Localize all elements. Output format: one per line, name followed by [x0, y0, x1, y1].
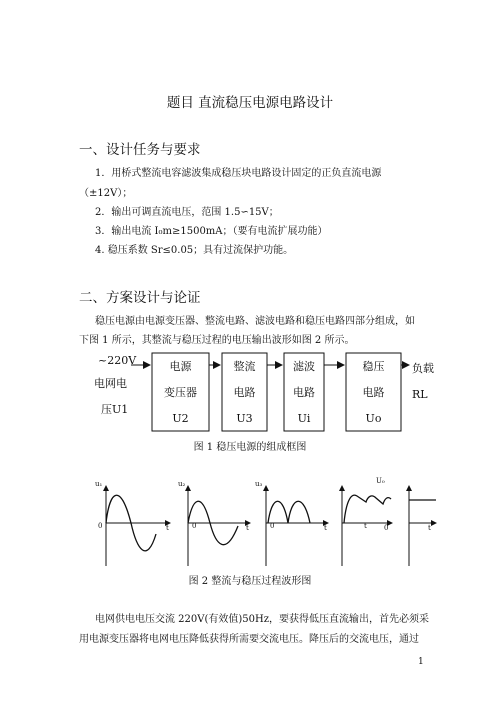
waveform-u2: [178, 480, 250, 566]
svg-text:0: 0: [270, 522, 275, 530]
svg-text:0: 0: [384, 524, 389, 532]
svg-text:t: t: [246, 524, 249, 532]
waveform-uo-filtered: [342, 477, 392, 566]
svg-text:变压器: 变压器: [164, 386, 197, 399]
input-label-1: ~220V: [98, 354, 137, 367]
requirement-3: 3．输出电流 I₀m≥1500mA；（要有电流扩展功能）: [95, 226, 328, 237]
svg-text:t: t: [428, 524, 431, 532]
requirement-2: 2．输出可调直流电压，范围 1.5∽15V；: [95, 207, 279, 218]
requirement-1: 1．用桥式整流电容滤波集成稳压块电路设计固定的正负直流电源: [95, 168, 382, 179]
svg-text:u₃: u₃: [255, 480, 263, 488]
block-transformer: [152, 353, 209, 431]
block-rectifier: [222, 353, 267, 431]
section1-heading: 一、设计任务与要求: [79, 142, 201, 158]
svg-text:整流: 整流: [233, 360, 256, 373]
svg-text:U₀: U₀: [376, 477, 385, 485]
para2-line2: 用电源变压器将电网电压降低获得所需要交流电压。降压后的交流电压，通过: [79, 634, 419, 645]
input-label-3: 压U1: [101, 403, 129, 416]
svg-text:电路: 电路: [233, 386, 256, 399]
page-title: 题目 直流稳压电源电路设计: [166, 95, 334, 111]
svg-text:Uo: Uo: [365, 412, 382, 425]
requirement-1-cont: （±12V）；: [79, 188, 133, 199]
svg-text:t: t: [324, 524, 327, 532]
output-label-1: 负载: [412, 362, 434, 375]
requirement-4: 4. 稳压系数 Sr≤0.05；具有过流保护功能。: [95, 245, 294, 256]
svg-text:稳压: 稳压: [362, 360, 385, 373]
svg-text:0: 0: [192, 522, 197, 530]
svg-text:U3: U3: [236, 412, 253, 425]
svg-text:t: t: [364, 522, 367, 530]
para2-line1: 电网供电电压交流 220V(有效值)50Hz，要获得低压直流输出，首先必须采: [95, 614, 430, 625]
svg-text:电路: 电路: [362, 386, 385, 399]
svg-text:U2: U2: [172, 412, 189, 425]
svg-text:u₂: u₂: [178, 480, 186, 488]
input-label-2: 电网电: [94, 377, 127, 390]
svg-text:电源: 电源: [169, 360, 192, 373]
svg-text:0: 0: [98, 522, 103, 530]
block-regulator: [346, 353, 401, 431]
svg-text:滤波: 滤波: [293, 360, 315, 373]
svg-text:t: t: [166, 524, 169, 532]
svg-text:Ui: Ui: [297, 412, 311, 425]
waveform-u3: [255, 480, 328, 566]
section2-para1-line2: 下图 1 所示，其整流与稳压过程的电压输出波形如图 2 所示。: [79, 335, 355, 346]
svg-text:电路: 电路: [293, 386, 315, 399]
block-filter: [284, 353, 324, 431]
page-number: 1: [418, 657, 424, 667]
svg-text:u₁: u₁: [95, 480, 103, 488]
output-label-2: RL: [412, 388, 428, 401]
figure1-caption: 图 1 稳压电源的组成框图: [193, 442, 307, 453]
section2-heading: 二、方案设计与论证: [79, 290, 201, 306]
section2-para1-line1: 稳压电源由电源变压器、整流电路、滤波电路和稳压电路四部分组成，如: [95, 316, 415, 327]
waveform-regulated-dc: [409, 486, 436, 566]
waveform-u1: [95, 480, 170, 566]
figure2-caption: 图 2 整流与稳压过程波形图: [188, 576, 312, 587]
figure1-block-diagram: [0, 345, 500, 440]
figure2-waveforms: [0, 474, 500, 566]
